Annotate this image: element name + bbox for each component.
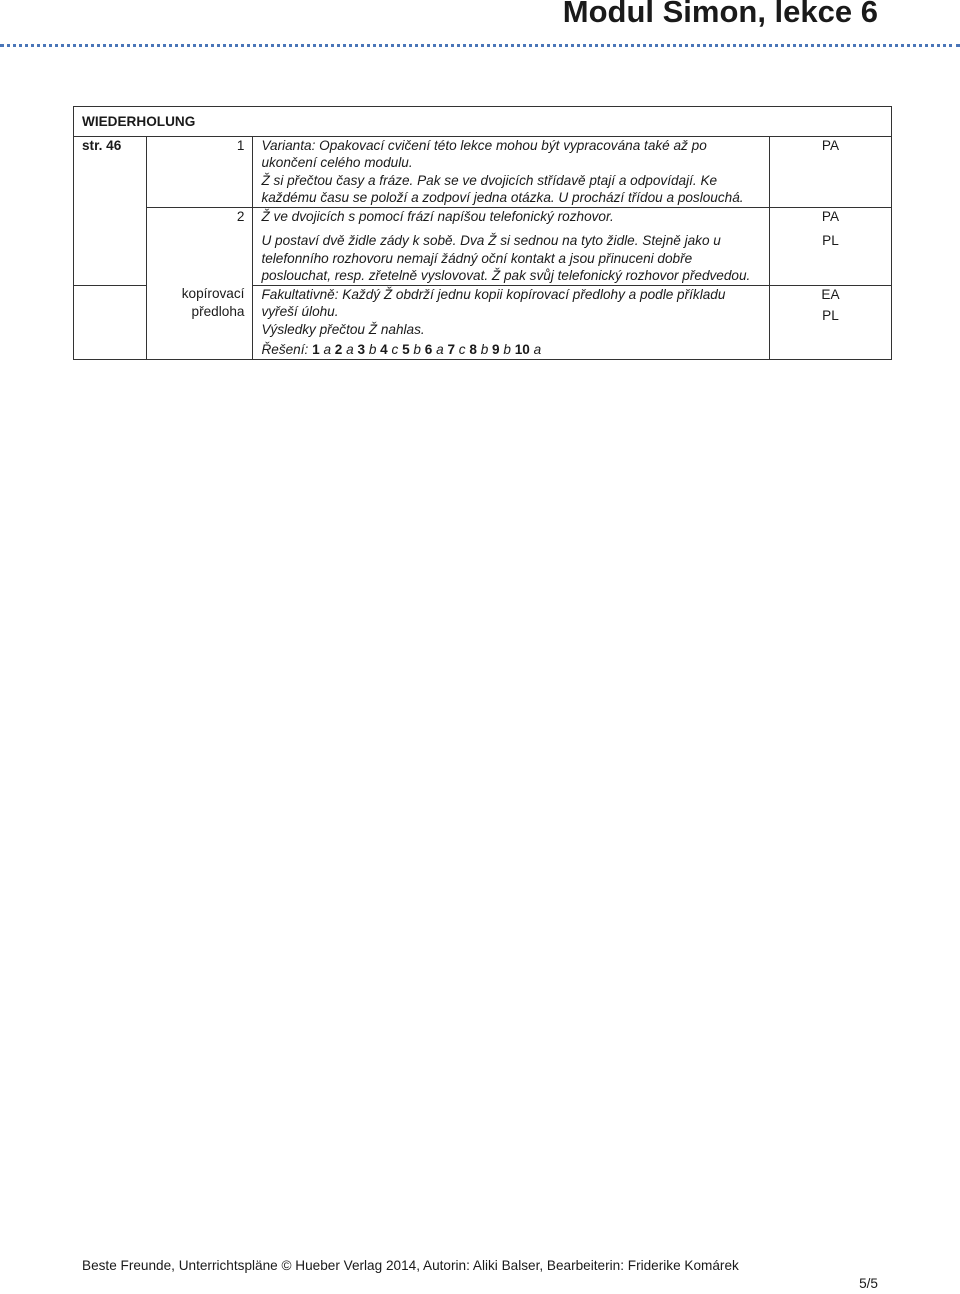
exercise-description bbox=[253, 207, 770, 285]
solution-number: 4 bbox=[376, 342, 392, 357]
solution-answer: a bbox=[533, 342, 542, 357]
footer-credit: Beste Freunde, Unterrichtspläne © Hueber Verlag 2014, Autorin: Aliki Balser, Bearbeiterin: Friderike Komárek bbox=[82, 1258, 739, 1273]
solution-number: 10 bbox=[510, 342, 534, 357]
description-line: Ž ve dvojicích s pomocí frází napíšou telefonický rozhovor. bbox=[261, 208, 614, 224]
solution-answer: a bbox=[436, 342, 444, 357]
exercise-description bbox=[253, 136, 770, 207]
exercise-description bbox=[253, 285, 770, 359]
social-form bbox=[769, 136, 891, 207]
table-row bbox=[74, 285, 892, 359]
solution-answer: b bbox=[480, 342, 489, 357]
social-form-mark: PL bbox=[822, 308, 839, 323]
social-form-mark: PA bbox=[821, 208, 840, 224]
social-form bbox=[769, 285, 891, 359]
description-line: Fakultativně: Každý Ž obdrží jednu kopii kopírovací předlohy a podle příkladu vyřeší úlohu. bbox=[261, 286, 726, 319]
solution-number: 9 bbox=[488, 342, 504, 357]
social-form bbox=[769, 207, 891, 285]
section-heading: WIEDERHOLUNG bbox=[74, 107, 892, 137]
solution-number: 7 bbox=[443, 342, 459, 357]
solution-answer: b bbox=[368, 342, 377, 357]
solution-number: 2 bbox=[331, 342, 347, 357]
solution-answer: c bbox=[391, 342, 399, 357]
solution-answer: c bbox=[458, 342, 466, 357]
table-heading-row bbox=[74, 107, 892, 137]
solution-answer: b bbox=[503, 342, 511, 357]
table-row bbox=[74, 136, 892, 207]
material-label: kopírovací předloha bbox=[146, 285, 253, 359]
solution-label: Řešení: bbox=[261, 342, 309, 357]
solution-number: 5 bbox=[398, 342, 414, 357]
solution-answer: a bbox=[346, 342, 354, 357]
solution-number: 3 bbox=[353, 342, 369, 357]
social-form-mark: PL bbox=[822, 233, 839, 248]
exercise-number: 1 bbox=[146, 136, 253, 207]
exercise-number: 2 bbox=[236, 208, 245, 224]
solution-number: 1 bbox=[312, 342, 324, 357]
lesson-plan-table bbox=[73, 106, 892, 360]
social-form-mark: PA bbox=[821, 137, 840, 153]
solution-answer: a bbox=[323, 342, 331, 357]
solution-number: 6 bbox=[420, 342, 437, 357]
solution-number: 8 bbox=[465, 342, 481, 357]
solution-answer: b bbox=[413, 342, 421, 357]
table-row bbox=[74, 207, 892, 285]
solution-items bbox=[312, 342, 541, 357]
description-line: Varianta: Opakovací cvičení této lekce mohou být vypracována také až po ukončení celého modulu. bbox=[261, 137, 707, 170]
page-number: 5/5 bbox=[859, 1276, 878, 1291]
social-form-mark: EA bbox=[821, 286, 840, 302]
description-line: U postaví dvě židle zády k sobě. Dva Ž si sednou na tyto židle. Stejně jako u telefonního rozhovoru nemají žádný oční kontakt a jsou přinuceni dobře poslouchat, resp. zřetelně vyslovovat. Ž pak svůj telefonický rozhovor předvedou. bbox=[261, 233, 751, 283]
page-reference-empty bbox=[74, 285, 147, 359]
solution-line bbox=[261, 341, 761, 359]
header-dotted-rule bbox=[0, 44, 960, 47]
description-line: Výsledky přečtou Ž nahlas. bbox=[261, 321, 425, 337]
page-reference: str. 46 bbox=[74, 136, 147, 285]
page-title: Modul Simon, lekce 6 bbox=[562, 0, 878, 29]
description-line: Ž si přečtou časy a fráze. Pak se ve dvojicích střídavě ptají a odpovídají. Ke každému času se položí a zodpoví jedna otázka. U prochází třídou a poslouchá. bbox=[261, 172, 744, 205]
